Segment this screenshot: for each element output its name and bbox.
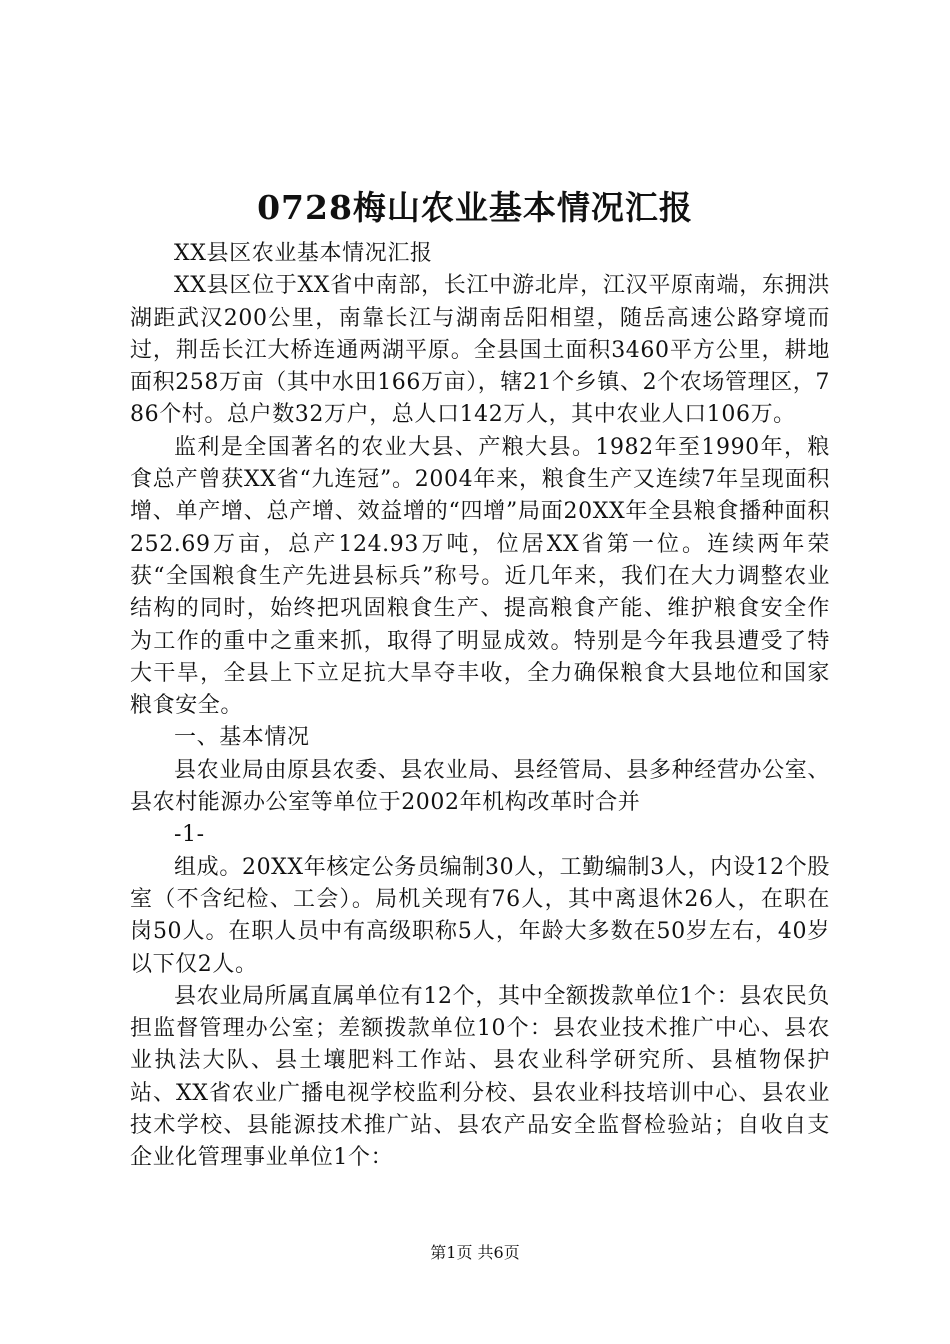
paragraph-location: XX县区位于XX省中南部，长江中游北岸，江汉平原南端，东拥洪湖距武汉200公里，南靠长江与湖南岳阳相望，随岳高速公路穿境而过，荆岳长江大桥连通两湖平原。全县国土面积3460平方公里，耕地面积258万亩（其中水田166万亩），辖21个乡镇、2个农场管理区，786个村。总户数32万户，总人口142万人，其中农业人口106万。 (130, 273, 830, 428)
page-footer: 第1页 共6页 (430, 1243, 520, 1262)
paragraph-staffing: 组成。20XX年核定公务员编制30人，工勤编制3人，内设12个股室（不含纪检、工会）。局机关现有76人，其中离退休26人，在职在岗50人。在职人员中有高级职称5人，年龄大多数在50岁左右，40岁以下仅2人。 (130, 854, 830, 977)
paragraph-agency-origin: 县农业局由原县农委、县农业局、县经管局、县多种经营办公室、县农村能源办公室等单位于2002年机构改革时合并 (130, 757, 830, 816)
paragraph-heading: XX县区农业基本情况汇报 (174, 241, 433, 266)
document-body (130, 238, 830, 1175)
paragraph-affiliated-units: 县农业局所属直属单位有12个，其中全额拨款单位1个：县农民负担监督管理办公室；差额拨款单位10个：县农业技术推广中心、县农业执法大队、县土壤肥料工作站、县农业科学研究所、县植物保护站、XX省农业广播电视学校监利分校、县农业科技培训中心、县农业技术学校、县能源技术推广站、县农产品安全监督检验站；自收自支企业化管理事业单位1个： (130, 983, 830, 1171)
inline-page-marker: -1- (174, 822, 205, 848)
paragraph-grain-production: 监利是全国著名的农业大县、产粮大县。1982年至1990年，粮食总产曾获XX省“九连冠”。2004年来，粮食生产又连续7年呈现面积增、单产增、总产增、效益增的“四增”局面20XX年全县粮食播种面积252.69万亩，总产124.93万吨，位居XX省第一位。连续两年荣获“全国粮食生产先进县标兵”称号。近几年来，我们在大力调整农业结构的同时，始终把巩固粮食生产、提高粮食产能、维护粮食安全作为工作的重中之重来抓，取得了明显成效。特别是今年我县遭受了特大干旱，全县上下立足抗大旱夺丰收，全力确保粮食大县地位和国家粮食安全。 (130, 434, 830, 719)
document-title: 0728梅山农业基本情况汇报 (257, 188, 693, 227)
section-heading-basic: 一、基本情况 (174, 725, 310, 751)
